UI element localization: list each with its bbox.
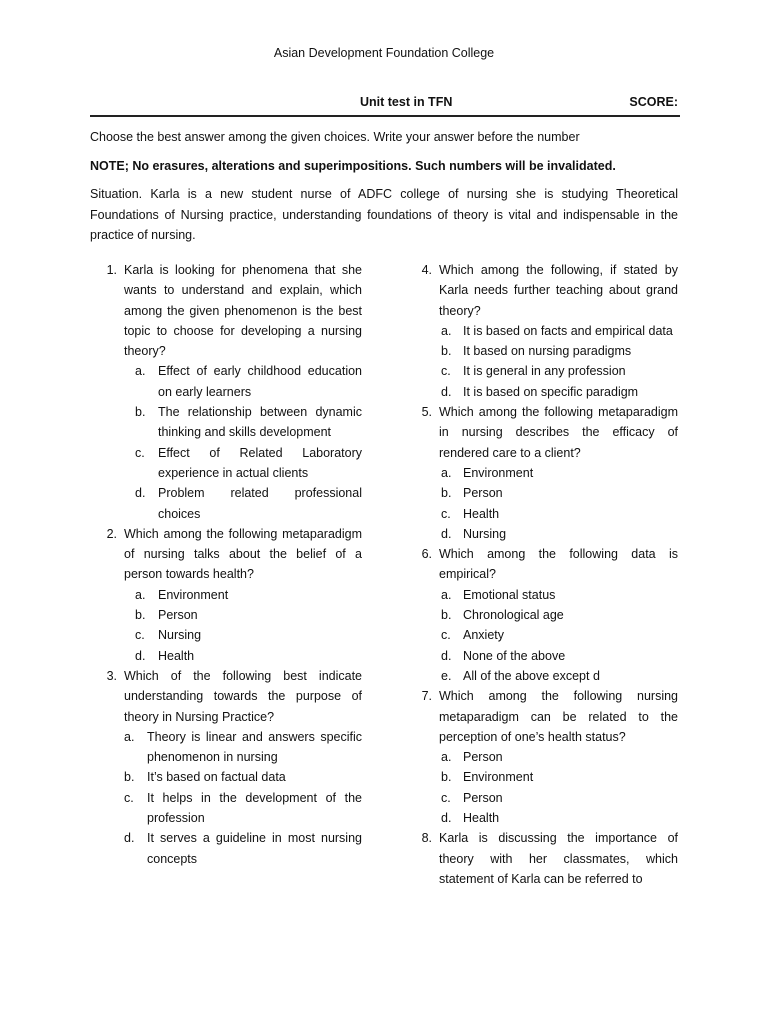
question-number: 2.: [106, 526, 117, 541]
option-text: Nursing: [158, 628, 202, 643]
question-text: Which of the following best indicate understanding towards the purpose of theory in Nursing Practice?: [124, 668, 362, 724]
instructions-block: [90, 127, 678, 254]
question-item: [410, 686, 678, 747]
option-letter: a.: [135, 587, 146, 602]
question-number: 1.: [106, 263, 117, 277]
option-letter: b.: [441, 608, 452, 623]
question-text: Which among the following, if stated by Karla needs further teaching about grand theory?: [439, 263, 678, 318]
option-text: Person: [158, 608, 198, 623]
option-text: Environment: [158, 587, 229, 602]
answer-option: [410, 808, 678, 828]
option-letter: d.: [441, 526, 452, 541]
answer-option: [410, 504, 678, 524]
option-text: All of the above except d: [463, 668, 600, 683]
option-text: Problem related professional choices: [158, 486, 362, 521]
answer-option: [410, 788, 678, 808]
option-letter: a.: [441, 465, 452, 480]
question-text: Which among the following metaparadigm of nursing talks about the belief of a person towards health?: [124, 526, 362, 582]
answer-option: [410, 382, 678, 402]
question-number: 8.: [421, 831, 432, 846]
option-letter: a.: [124, 729, 135, 744]
question-item: [410, 828, 678, 889]
option-letter: d.: [135, 648, 146, 663]
option-letter: c.: [441, 790, 451, 805]
option-text: Effect of Related Laboratory experience in actual clients: [158, 445, 362, 480]
answer-option: [410, 361, 678, 381]
option-text: It based on nursing paradigms: [463, 344, 632, 359]
college-name: Asian Development Foundation College: [273, 46, 495, 60]
answer-option: [410, 625, 678, 645]
answer-option: [410, 483, 678, 503]
option-text: Nursing: [463, 526, 507, 541]
option-text: Health: [463, 506, 500, 521]
answer-option: [410, 463, 678, 483]
answer-option: [410, 524, 678, 544]
option-letter: c.: [135, 445, 145, 460]
option-letter: d.: [441, 384, 452, 399]
answer-option: [95, 767, 362, 787]
answer-option: [95, 727, 362, 768]
question-text: Which among the following nursing metaparadigm can be related to the perception of one’s health status?: [439, 689, 678, 744]
question-number: 6.: [421, 547, 432, 562]
answer-option: [410, 605, 678, 625]
option-letter: b.: [135, 405, 146, 420]
answer-option: [410, 747, 678, 767]
answer-option: [410, 666, 678, 686]
option-text: It is based on facts and empirical data: [463, 323, 673, 338]
option-letter: d.: [441, 648, 452, 663]
header-divider: [90, 115, 680, 117]
option-text: Health: [158, 648, 195, 663]
option-text: It serves a guideline in most nursing concepts: [147, 831, 362, 866]
option-text: Person: [463, 486, 503, 501]
option-letter: c.: [441, 506, 451, 521]
answer-option: [410, 646, 678, 666]
question-item: [410, 544, 678, 585]
option-letter: b.: [441, 486, 452, 501]
option-text: Environment: [463, 770, 534, 785]
option-letter: a.: [441, 323, 452, 338]
question-item: [410, 402, 678, 463]
situation-text: Situation. Karla is a new student nurse of ADFC college of nursing she is studying Theoretical Foundations of Nursing practice, understanding foundations of theory is vital and indispensable in the practice of nursing.: [90, 187, 678, 242]
question-text: Which among the following data is empirical?: [439, 547, 678, 582]
option-letter: b.: [441, 344, 452, 359]
option-letter: a.: [135, 364, 146, 379]
answer-option: [410, 767, 678, 787]
note-text: NOTE; No erasures, alterations and superimpositions. Such numbers will be invalidated.: [90, 158, 616, 173]
answer-option: [95, 443, 362, 484]
exam-header: [90, 95, 680, 113]
answer-option: [95, 646, 362, 666]
option-text: It’s based on factual data: [147, 770, 286, 785]
option-letter: b.: [135, 608, 146, 623]
option-text: Person: [463, 750, 503, 765]
option-letter: b.: [124, 770, 135, 785]
answer-option: [95, 828, 362, 869]
question-number: 3.: [106, 668, 117, 683]
option-letter: d.: [441, 811, 452, 826]
answer-option: [95, 585, 362, 605]
score-label: SCORE:: [629, 95, 678, 109]
option-letter: e.: [441, 668, 452, 683]
question-number: 5.: [421, 405, 432, 420]
option-text: None of the above: [463, 648, 566, 663]
option-text: Person: [463, 790, 503, 805]
question-column-right: [410, 260, 678, 889]
answer-option: [95, 402, 362, 443]
option-text: Effect of early childhood education on early learners: [158, 364, 362, 399]
question-item: [95, 666, 362, 727]
option-letter: a.: [441, 750, 452, 765]
option-letter: c.: [441, 628, 451, 643]
question-item: [95, 524, 362, 585]
question-number: 4.: [421, 263, 432, 277]
answer-option: [95, 788, 362, 829]
option-letter: d.: [124, 831, 135, 846]
option-text: Theory is linear and answers specific phenomenon in nursing: [147, 729, 362, 765]
option-text: It is based on specific paradigm: [463, 384, 639, 399]
option-letter: d.: [135, 486, 146, 501]
option-text: It is general in any profession: [463, 364, 626, 379]
option-letter: c.: [135, 628, 145, 643]
option-text: The relationship between dynamic thinking and skills development: [158, 405, 362, 440]
question-column-left: [95, 260, 362, 869]
instruction-text: Choose the best answer among the given choices. Write your answer before the number: [90, 130, 580, 144]
answer-option: [95, 483, 362, 524]
option-letter: b.: [441, 770, 452, 785]
answer-option: [95, 625, 362, 645]
option-letter: c.: [441, 364, 451, 379]
option-letter: c.: [124, 790, 134, 805]
option-text: Health: [463, 811, 500, 826]
question-text: Which among the following metaparadigm in nursing describes the efficacy of rendered care to a client?: [439, 405, 678, 460]
answer-option: [410, 341, 678, 361]
exam-title: Unit test in TFN: [360, 95, 453, 109]
question-number: 7.: [421, 689, 432, 704]
answer-option: [410, 585, 678, 605]
option-text: It helps in the development of the profession: [147, 790, 362, 826]
question-text: Karla is looking for phenomena that she wants to understand and explain, which among the given phenomenon is the best topic to choose for developing a nursing theory?: [124, 263, 362, 359]
option-text: Chronological age: [463, 608, 564, 623]
question-item: [95, 260, 362, 361]
option-text: Anxiety: [463, 628, 504, 643]
answer-option: [95, 361, 362, 402]
option-text: Emotional status: [463, 587, 556, 602]
question-item: [410, 260, 678, 321]
question-text: Karla is discussing the importance of theory with her classmates, which statement of Karla can be referred to: [439, 831, 678, 886]
option-text: Environment: [463, 465, 534, 480]
answer-option: [410, 321, 678, 341]
option-letter: a.: [441, 587, 452, 602]
answer-option: [95, 605, 362, 625]
